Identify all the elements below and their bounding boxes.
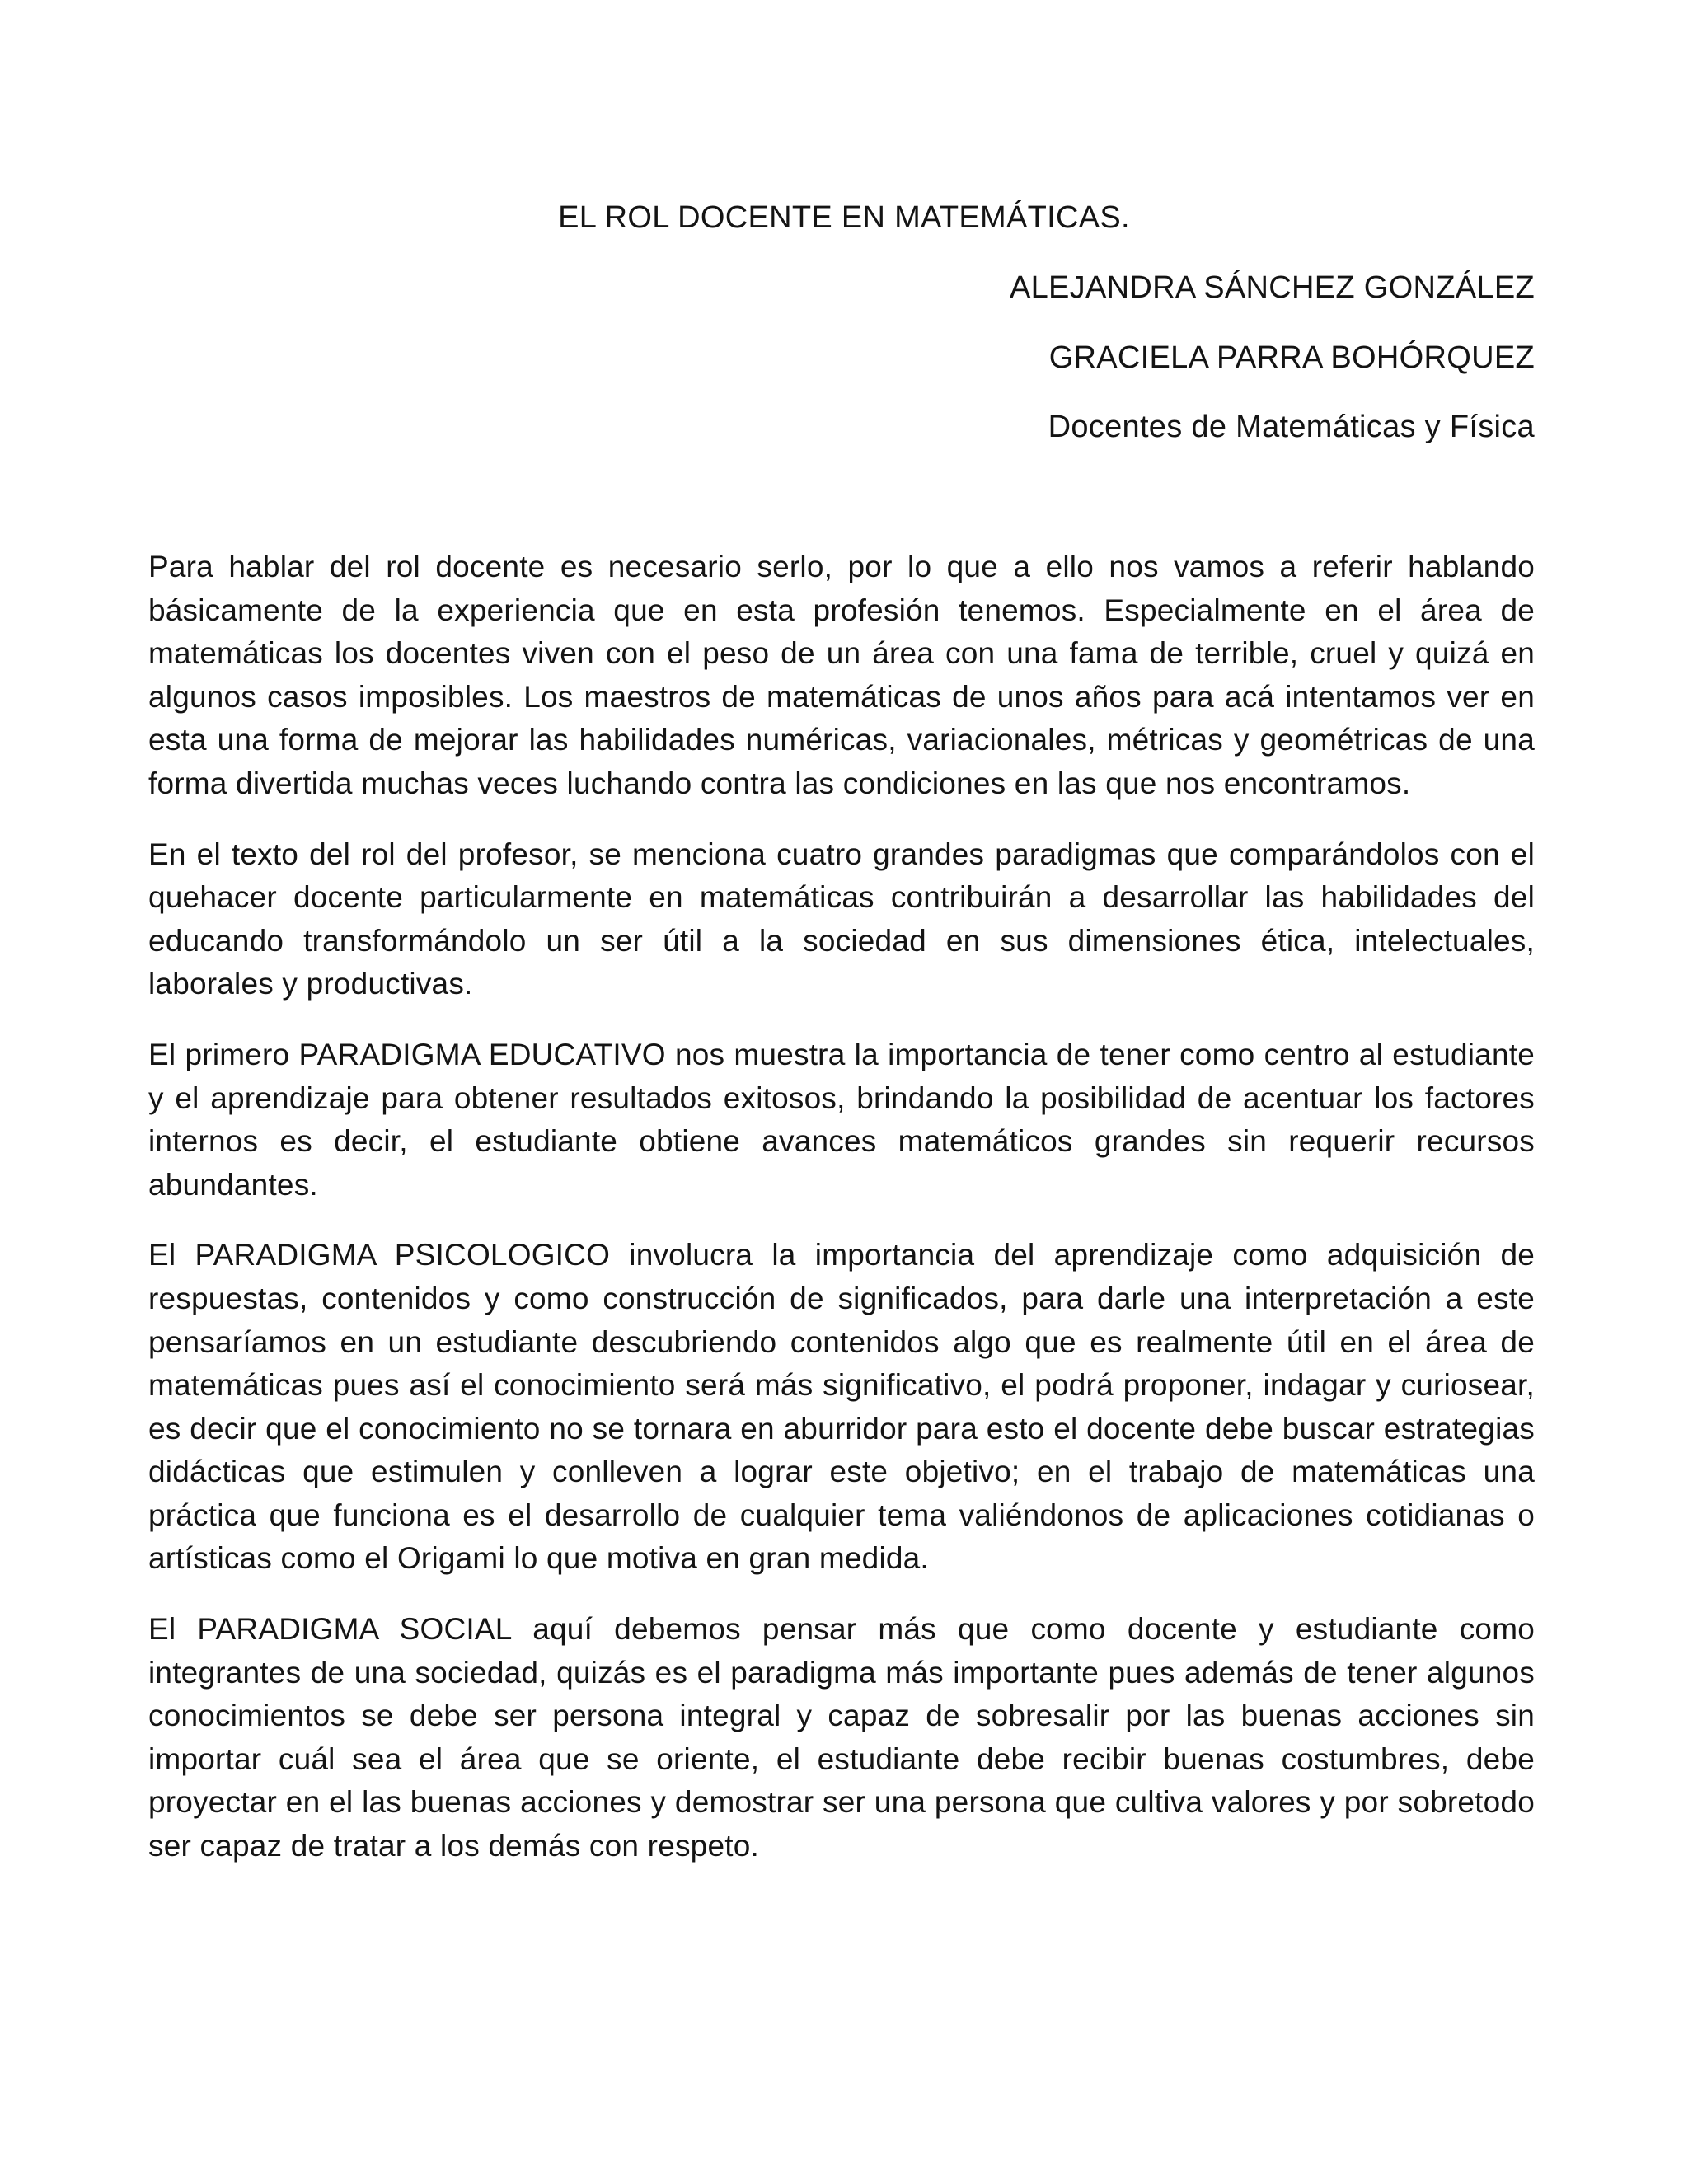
body-paragraph: El PARADIGMA SOCIAL aquí debemos pensar más que como docente y estudiante como integrantes de una sociedad, quizás es el paradigma más importante pues además de tener algunos conocimientos se debe ser persona integral y capaz de sobresalir por las buenas acciones sin importar cuál sea el área que se oriente, el estudiante debe recibir buenas costumbres, debe proyectar en el las buenas acciones y demostrar ser una persona que cultiva valores y por sobretodo ser capaz de tratar a los demás con respeto. [148,1612,1535,1863]
body-paragraph: El PARADIGMA PSICOLOGICO involucra la importancia del aprendizaje como adquisición de respuestas, contenidos y como construcción de significados, para darle una interpretación a este pensaríamos en un estudiante descubriendo contenidos algo que es realmente útil en el área de matemáticas pues así el conocimiento será más significativo, el podrá proponer, indagar y curiosear, es decir que el conocimiento no se tornara en aburridor para esto el docente debe buscar estrategias didácticas que estimulen y conlleven a lograr este objetivo; en el trabajo de matemáticas una práctica que funciona es el desarrollo de cualquier tema valiéndonos de aplicaciones cotidianas o artísticas como el Origami lo que motiva en gran medida. [148,1238,1535,1576]
body-paragraph: Para hablar del rol docente es necesario serlo, por lo que a ello nos vamos a referir hablando básicamente de la experiencia que en esta profesión tenemos. Especialmente en el área de matemáticas los docentes viven con el peso de un área con una fama de terrible, cruel y quizá en algunos casos imposibles. Los maestros de matemáticas de unos años para acá intentamos ver en esta una forma de mejorar las habilidades numéricas, variacionales, métricas y geométricas de una forma divertida muchas veces luchando contra las condiciones en las que nos encontramos. [148,550,1535,800]
author-name: GRACIELA PARRA BOHÓRQUEZ [1048,340,1535,375]
body-paragraph: El primero PARADIGMA EDUCATIVO nos muestra la importancia de tener como centro al estudiante y el aprendizaje para obtener resultados exitosos, brindando la posibilidad de acentuar los factores internos es decir, el estudiante obtiene avances matemáticos grandes sin requerir recursos abundantes. [148,1037,1535,1202]
body-paragraph: En el texto del rol del profesor, se menciona cuatro grandes paradigmas que comparándolos con el quehacer docente particularmente en matemáticas contribuirán a desarrollar las habilidades del educando transformándolo un ser útil a la sociedad en sus dimensiones ética, intelectuales, laborales y productivas. [148,837,1535,1001]
author-affiliation: Docentes de Matemáticas y Física [1048,410,1535,444]
author-name: ALEJANDRA SÁNCHEZ GONZÁLEZ [1009,270,1535,305]
document-title: EL ROL DOCENTE EN MATEMÁTICAS. [558,200,1130,235]
document-body [148,546,1535,1896]
